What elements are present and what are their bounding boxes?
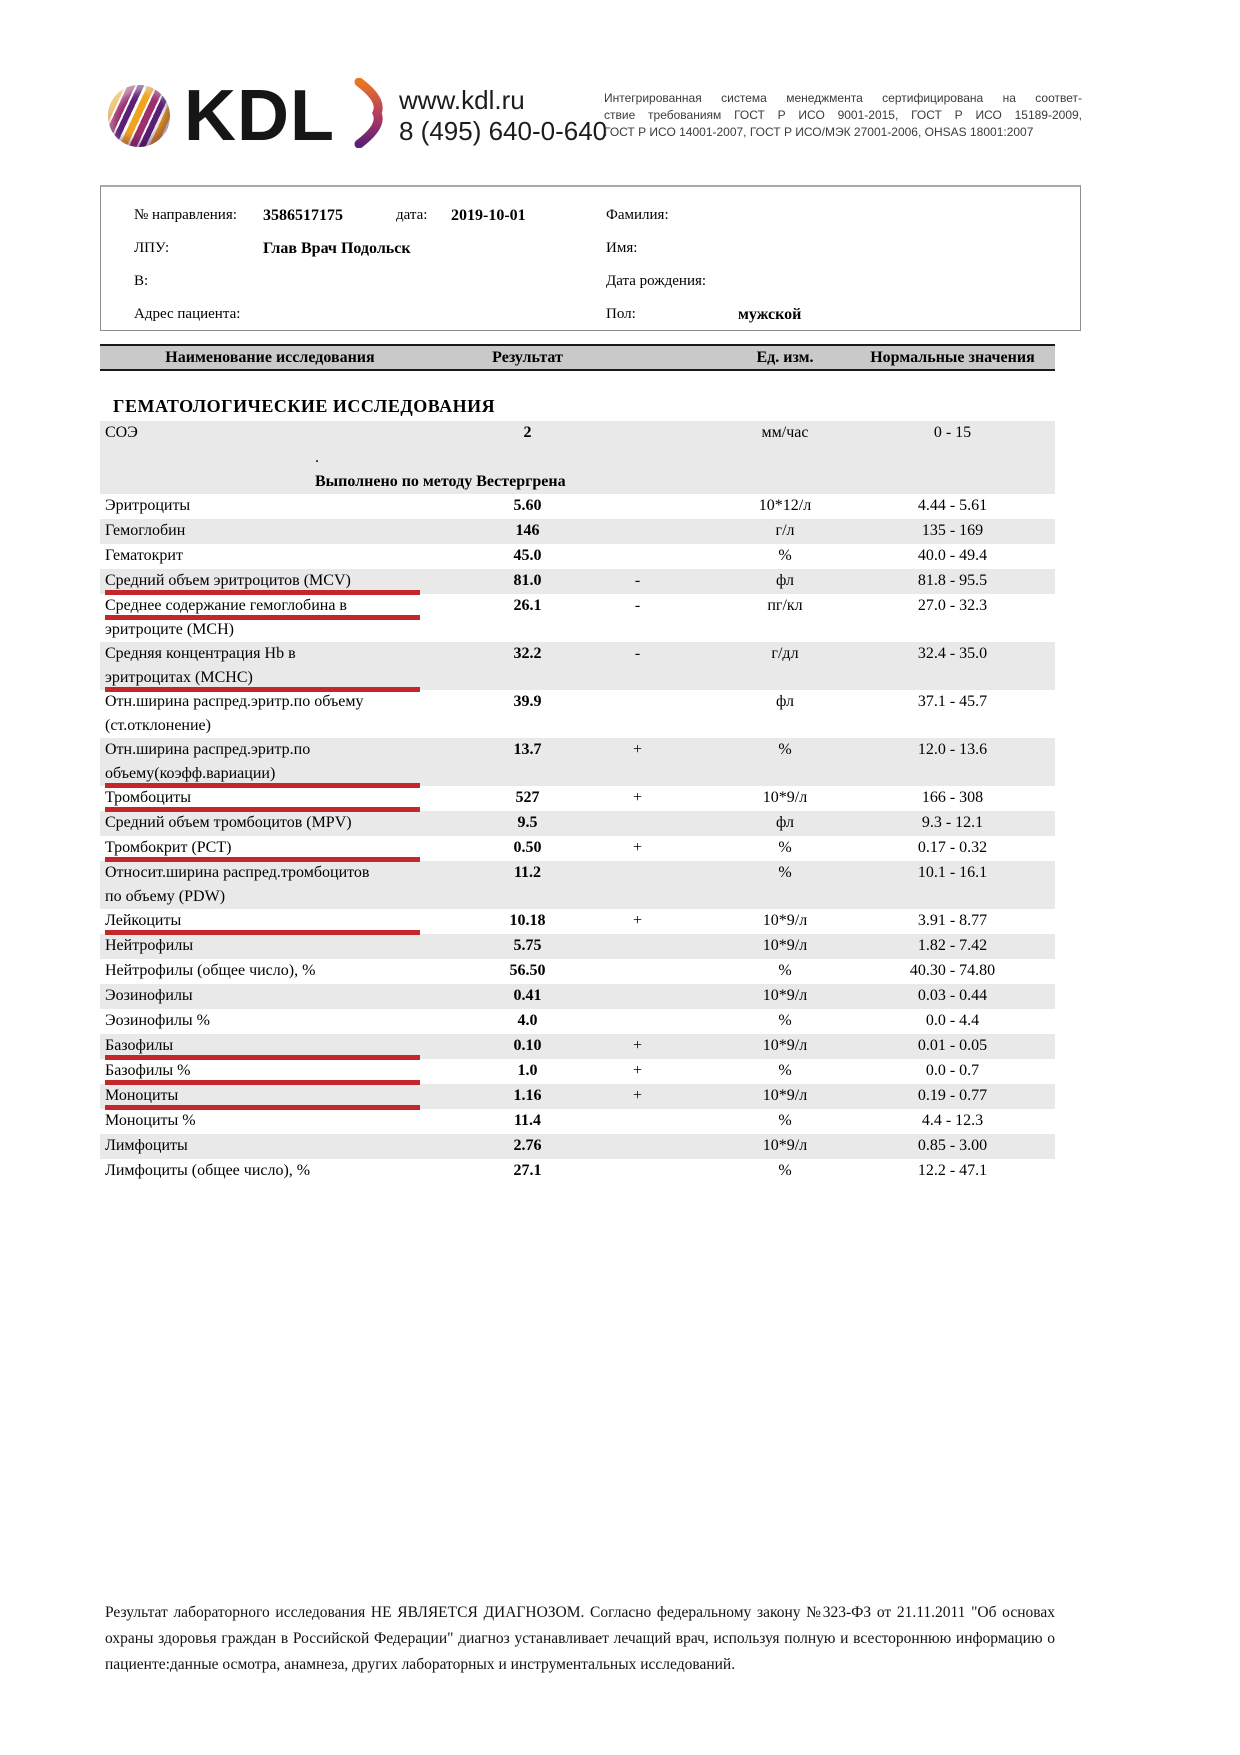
test-name: Нейтрофилы <box>105 937 194 954</box>
referral-number-label: № направления: <box>134 207 237 223</box>
abnormal-flag: + <box>632 839 643 856</box>
test-name-cell <box>100 909 440 933</box>
table-row <box>100 836 1055 861</box>
test-result: 13.7 <box>513 741 542 758</box>
header-brand <box>108 75 608 156</box>
test-name-cell <box>100 594 440 642</box>
address-label: Адрес пациента: <box>134 306 241 322</box>
reference-range: 81.8 - 95.5 <box>917 572 988 589</box>
test-name: Лимфоциты (общее число), % <box>105 1162 311 1179</box>
test-result: 56.50 <box>509 962 546 979</box>
test-result: 27.1 <box>513 1162 542 1179</box>
reference-range: 12.0 - 13.6 <box>917 741 988 758</box>
test-result: 146 <box>515 522 540 539</box>
section-title: ГЕМАТОЛОГИЧЕСКИЕ ИССЛЕДОВАНИЯ <box>113 396 496 416</box>
test-name: Гемоглобин <box>105 522 186 539</box>
test-result: 1.16 <box>513 1087 542 1104</box>
table-row <box>100 1034 1055 1059</box>
test-unit: 10*9/л <box>762 987 808 1004</box>
test-unit: г/л <box>775 522 795 539</box>
contact-block <box>399 85 607 147</box>
reference-range: 1.82 - 7.42 <box>917 937 988 954</box>
sex-label: Пол: <box>606 306 636 322</box>
test-result: 0.10 <box>513 1037 542 1054</box>
test-name-cell <box>100 494 440 518</box>
test-result: 10.18 <box>509 912 546 929</box>
reference-range: 4.4 - 12.3 <box>921 1112 984 1129</box>
test-name-cell <box>100 959 440 983</box>
test-name-cell <box>100 642 440 690</box>
abnormal-underline <box>105 1080 420 1085</box>
abnormal-flag: - <box>634 645 641 662</box>
certification-line: ствие требованиям ГОСТ Р ИСО 9001-2015, ГОСТ Р ИСО 15189-2009, <box>604 108 1082 122</box>
test-result: 0.41 <box>513 987 542 1004</box>
test-name-cell <box>100 786 440 810</box>
test-name-cell <box>100 811 440 835</box>
test-unit: 10*12/л <box>758 497 812 514</box>
abnormal-flag: - <box>634 572 641 589</box>
test-unit: пг/кл <box>767 597 803 614</box>
kdl-logo-sphere-icon <box>108 85 170 147</box>
disclaimer-text: Результат лабораторного исследования НЕ ЯВЛЯЕТСЯ ДИАГНОЗОМ. Согласно федеральному закону №323-ФЗ от 21.11.2011 "Об основах охраны здоровья граждан в Российской Федерации" диагноз устанавливает лечащий врач, используя полную и всестороннюю информацию о пациенте:данные осмотра, анамнеза, других лабораторных и инструментальных исследований. <box>105 1604 1055 1673</box>
column-header-unit: Ед. изм. <box>756 348 814 366</box>
test-unit: 10*9/л <box>762 1087 808 1104</box>
test-unit: 10*9/л <box>762 1137 808 1154</box>
table-row <box>100 1059 1055 1084</box>
reference-range: 32.4 - 35.0 <box>917 645 988 662</box>
table-row-block <box>100 421 1055 494</box>
test-name-cell <box>100 738 440 786</box>
date-label: дата: <box>396 207 428 223</box>
abnormal-flag: + <box>632 789 643 806</box>
test-name-line2: объему(коэфф.вариации) <box>105 765 276 782</box>
test-result: 45.0 <box>513 547 542 564</box>
certification-text <box>604 90 1082 141</box>
table-row <box>100 811 1055 836</box>
doctor-label: В: <box>134 273 149 289</box>
test-name: Базофилы % <box>105 1062 191 1079</box>
test-name-cell <box>100 1059 440 1083</box>
reference-range: 40.0 - 49.4 <box>917 547 988 564</box>
test-name-line2: по объему (PDW) <box>105 888 226 905</box>
test-unit: мм/час <box>761 424 809 441</box>
test-unit: % <box>778 839 792 856</box>
column-header-norm: Нормальные значения <box>870 348 1035 366</box>
abnormal-flag: + <box>632 1037 643 1054</box>
lpu-label: ЛПУ: <box>134 240 170 256</box>
test-name: Эозинофилы % <box>105 1012 210 1029</box>
test-name-cell <box>100 519 440 543</box>
table-row <box>100 494 1055 519</box>
soe-dot-note: . <box>315 449 319 466</box>
table-row <box>100 544 1055 569</box>
abnormal-underline <box>105 1105 420 1110</box>
abnormal-underline <box>105 687 420 692</box>
test-name-cell <box>100 544 440 568</box>
chevron-right-icon <box>353 78 387 153</box>
website-url: www.kdl.ru <box>398 84 525 115</box>
table-row <box>100 738 1055 786</box>
certification-line: Интегрированная система менеджмента сертифицирована на соответ- <box>604 91 1082 105</box>
test-unit: % <box>778 741 792 758</box>
reference-range: 12.2 - 47.1 <box>917 1162 988 1179</box>
test-unit: % <box>778 1162 792 1179</box>
abnormal-underline <box>105 857 420 862</box>
reference-range: 10.1 - 16.1 <box>917 864 988 881</box>
table-row <box>100 642 1055 690</box>
test-result: 4.0 <box>517 1012 538 1029</box>
abnormal-flag: - <box>634 597 641 614</box>
reference-range: 0.0 - 0.7 <box>925 1062 980 1079</box>
test-result: 2 <box>523 424 532 441</box>
table-row <box>100 1159 1055 1184</box>
test-result: 32.2 <box>513 645 542 662</box>
date-value: 2019-10-01 <box>451 206 526 224</box>
reference-range: 0.0 - 4.4 <box>925 1012 980 1029</box>
table-row <box>100 690 1055 738</box>
test-unit: 10*9/л <box>762 912 808 929</box>
test-unit: % <box>778 864 792 881</box>
test-unit: фл <box>776 693 794 710</box>
abnormal-underline <box>105 783 420 788</box>
test-name-cell <box>100 690 440 738</box>
test-unit: 10*9/л <box>762 1037 808 1054</box>
test-name-cell <box>100 984 440 1008</box>
reference-range: 0.19 - 0.77 <box>917 1087 988 1104</box>
test-name: Базофилы <box>105 1037 174 1054</box>
test-unit: 10*9/л <box>762 937 808 954</box>
table-row <box>100 984 1055 1009</box>
abnormal-underline <box>105 615 420 620</box>
test-name: Эритроциты <box>105 497 191 514</box>
certification-line: ГОСТ Р ИСО 14001-2007, ГОСТ Р ИСО/МЭК 27001-2006, OHSAS 18001:2007 <box>604 125 1034 139</box>
kdl-logo-word: KDL <box>184 75 335 156</box>
test-unit: г/дл <box>771 645 799 662</box>
firstname-label: Имя: <box>606 240 638 256</box>
column-header-name: Наименование исследования <box>165 348 375 366</box>
test-name-cell <box>100 1034 440 1058</box>
test-name-cell <box>100 1009 440 1033</box>
abnormal-flag: + <box>632 1087 643 1104</box>
test-name: Тромбоциты <box>105 789 191 806</box>
patient-info-box <box>100 185 1081 331</box>
test-name: Средний объем эритроцитов (MCV) <box>105 572 351 589</box>
test-name-cell <box>100 1109 440 1133</box>
test-unit: фл <box>776 814 794 831</box>
table-row <box>100 594 1055 642</box>
abnormal-underline <box>105 1055 420 1060</box>
table-row <box>100 569 1055 594</box>
test-name-cell <box>100 569 440 593</box>
test-unit: % <box>778 1012 792 1029</box>
patient-info-row <box>134 199 1080 232</box>
test-name: Гематокрит <box>105 547 183 564</box>
reference-range: 0.17 - 0.32 <box>917 839 988 856</box>
test-result: 5.75 <box>513 937 542 954</box>
test-result: 11.2 <box>513 864 542 881</box>
test-name: Относит.ширина распред.тромбоцитов <box>105 864 370 881</box>
test-name: Среднее содержание гемоглобина в <box>105 597 347 614</box>
test-name-cell <box>100 861 440 909</box>
test-name: Тромбокрит (PCT) <box>105 839 232 856</box>
patient-info-row <box>134 232 1080 265</box>
surname-label: Фамилия: <box>606 207 669 223</box>
table-row <box>100 786 1055 811</box>
test-name-cell <box>100 1159 440 1183</box>
test-result: 39.9 <box>513 693 542 710</box>
column-header-result: Результат <box>492 348 563 366</box>
phone-number: 8 (495) 640-0-640 <box>398 115 608 146</box>
test-unit: фл <box>776 572 794 589</box>
test-name: Лейкоциты <box>105 912 182 929</box>
table-row <box>100 1009 1055 1034</box>
abnormal-underline <box>105 590 420 595</box>
test-unit: % <box>778 547 792 564</box>
test-name-cell <box>100 1134 440 1158</box>
test-name: Средняя концентрация Hb в <box>105 645 296 662</box>
reference-range: 40.30 - 74.80 <box>909 962 996 979</box>
test-name: Отн.ширина распред.эритр.по объему <box>105 693 364 710</box>
table-row <box>100 519 1055 544</box>
referral-number-value: 3586517175 <box>263 206 343 224</box>
test-result: 81.0 <box>513 572 542 589</box>
reference-range: 166 - 308 <box>921 789 984 806</box>
test-name: Лимфоциты <box>105 1137 188 1154</box>
abnormal-flag: + <box>632 912 643 929</box>
abnormal-flag: + <box>632 741 643 758</box>
test-name-cell <box>100 934 440 958</box>
test-result: 2.76 <box>513 1137 542 1154</box>
table-row <box>100 959 1055 984</box>
test-result: 1.0 <box>517 1062 538 1079</box>
reference-range: 135 - 169 <box>921 522 984 539</box>
test-name: Эозинофилы <box>105 987 193 1004</box>
test-name-cell <box>100 421 440 445</box>
test-result: 26.1 <box>513 597 542 614</box>
test-result: 5.60 <box>513 497 542 514</box>
test-name: Моноциты % <box>105 1112 196 1129</box>
patient-info-row <box>134 298 1080 331</box>
table-row <box>100 1109 1055 1134</box>
test-name: Средний объем тромбоцитов (MPV) <box>105 814 352 831</box>
reference-range: 0.85 - 3.00 <box>917 1137 988 1154</box>
test-name: Отн.ширина распред.эритр.по <box>105 741 311 758</box>
abnormal-underline <box>105 807 420 812</box>
test-name-line2: эритроцитах (MCHC) <box>105 669 253 686</box>
results-table-header <box>100 344 1055 371</box>
table-row <box>100 1084 1055 1109</box>
test-unit: % <box>778 1112 792 1129</box>
test-name: СОЭ <box>105 424 138 441</box>
reference-range: 0.03 - 0.44 <box>917 987 988 1004</box>
test-name: Нейтрофилы (общее число), % <box>105 962 316 979</box>
test-result: 0.50 <box>513 839 542 856</box>
test-unit: 10*9/л <box>762 789 808 806</box>
reference-range: 37.1 - 45.7 <box>917 693 988 710</box>
sex-value: мужской <box>738 305 802 323</box>
test-result: 9.5 <box>517 814 538 831</box>
abnormal-underline <box>105 930 420 935</box>
reference-range: 0 - 15 <box>933 424 972 441</box>
reference-range: 3.91 - 8.77 <box>917 912 988 929</box>
reference-range: 0.01 - 0.05 <box>917 1037 988 1054</box>
test-unit: % <box>778 1062 792 1079</box>
test-name-line2: эритроците (MCH) <box>105 621 234 638</box>
test-result: 11.4 <box>513 1112 542 1129</box>
test-name-line2: (ст.отклонение) <box>105 717 211 734</box>
method-note: Выполнено по методу Вестергрена <box>315 473 566 490</box>
abnormal-flag: + <box>632 1062 643 1079</box>
table-row <box>100 934 1055 959</box>
table-row <box>100 421 1055 446</box>
test-name: Моноциты <box>105 1087 179 1104</box>
reference-range: 27.0 - 32.3 <box>917 597 988 614</box>
test-name-cell <box>100 836 440 860</box>
table-row <box>100 909 1055 934</box>
reference-range: 9.3 - 12.1 <box>921 814 984 831</box>
table-row <box>100 1134 1055 1159</box>
patient-info-row <box>134 265 1080 298</box>
results-table-body <box>100 421 1055 1184</box>
lpu-value: Глав Врач Подольск <box>263 239 411 257</box>
table-row <box>100 861 1055 909</box>
test-name-cell <box>100 1084 440 1108</box>
reference-range: 4.44 - 5.61 <box>917 497 988 514</box>
birthdate-label: Дата рождения: <box>606 273 707 289</box>
test-unit: % <box>778 962 792 979</box>
test-result: 527 <box>515 789 540 806</box>
